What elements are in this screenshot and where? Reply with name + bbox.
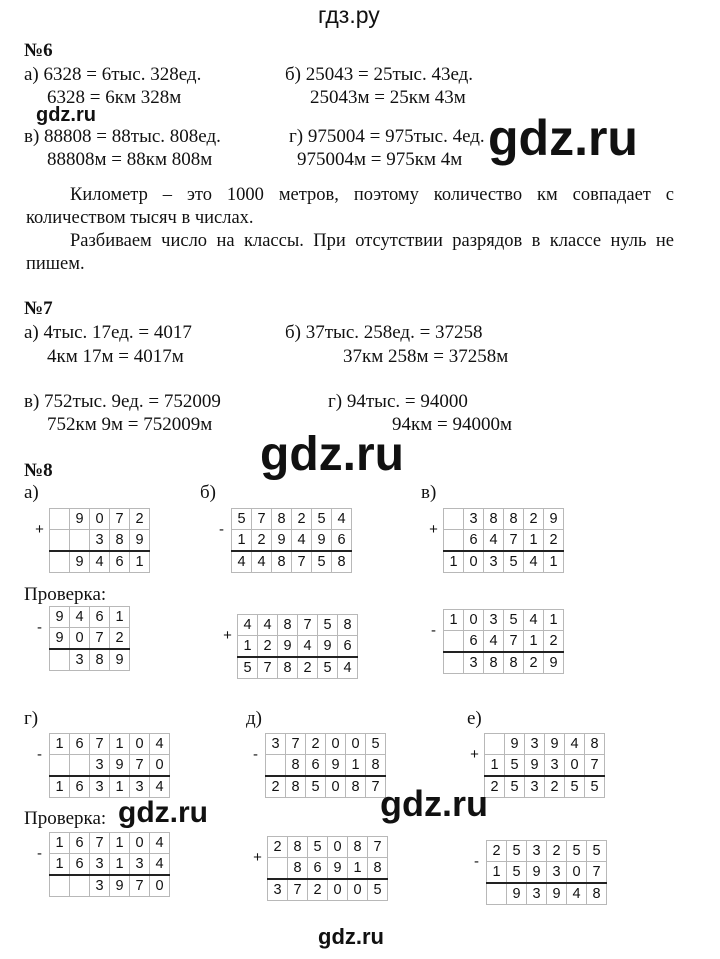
digit-cell: 9: [505, 734, 525, 755]
label-e: е): [467, 708, 482, 729]
task-6-b-line1: б) 25043 = 25тыс. 43ед.: [285, 64, 474, 85]
digit-cell: [487, 883, 507, 905]
plus-sign: +: [223, 627, 232, 645]
digit-cell: 6: [70, 776, 90, 798]
digit-cell: 4: [332, 509, 352, 530]
watermark: gdz.ru: [380, 783, 488, 824]
digit-cell: 3: [90, 854, 110, 876]
digit-cell: 5: [308, 837, 328, 858]
digit-cell: 5: [504, 610, 524, 631]
task-7-b-line2: 37км 258м = 37258м: [343, 346, 509, 367]
digit-cell: 3: [70, 649, 90, 671]
digit-cell: 8: [278, 657, 298, 679]
digit-cell: [444, 652, 464, 674]
digit-cell: 2: [544, 530, 564, 552]
digit-cell: 0: [464, 610, 484, 631]
digit-cell: 2: [485, 776, 505, 798]
check-label: Проверка:: [24, 584, 107, 605]
digit-cell: 3: [547, 862, 567, 884]
digit-cell: 5: [507, 841, 527, 862]
digit-cell: 2: [544, 631, 564, 653]
digit-cell: 2: [487, 841, 507, 862]
label-b: б): [200, 482, 216, 503]
digit-cell: 3: [527, 841, 547, 862]
digit-cell: 5: [318, 657, 338, 679]
task-7-v-line1: в) 752тыс. 9ед. = 752009: [24, 391, 221, 412]
check-label: Проверка:: [24, 808, 107, 829]
digit-cell: 1: [130, 551, 150, 573]
digit-cell: 4: [292, 530, 312, 552]
digit-cell: 9: [278, 636, 298, 658]
digit-cell: [50, 551, 70, 573]
digit-cell: 4: [150, 833, 170, 854]
digit-cell: 0: [90, 509, 110, 530]
task-6-paragraph-1: Километр – это 1000 метров, поэтому количество км совпадает с количеством тысяч в числах.: [26, 185, 674, 228]
minus-sign: -: [253, 746, 258, 764]
digit-cell: 9: [545, 734, 565, 755]
digit-cell: 6: [464, 631, 484, 653]
digit-cell: 4: [150, 776, 170, 798]
digit-cell: 4: [565, 734, 585, 755]
digit-cell: 1: [110, 854, 130, 876]
digit-cell: 4: [258, 615, 278, 636]
label-v: в): [421, 482, 437, 503]
digit-cell: 8: [338, 615, 358, 636]
digit-cell: 2: [110, 628, 130, 650]
digit-cell: 1: [485, 755, 505, 777]
digit-cell: 1: [348, 858, 368, 880]
column-addition-a: [30, 508, 150, 573]
digit-cell: 4: [252, 551, 272, 573]
digit-cell: 2: [547, 841, 567, 862]
column-subtraction-g: [30, 733, 170, 798]
digit-cell: 1: [232, 530, 252, 552]
digit-cell: 8: [288, 858, 308, 880]
digit-cell: 3: [525, 776, 545, 798]
digit-cell: 1: [110, 776, 130, 798]
digit-cell: 1: [110, 607, 130, 628]
digit-cell: 8: [278, 615, 298, 636]
digit-cell: 9: [312, 530, 332, 552]
digit-cell: 7: [587, 862, 607, 884]
digit-cell: 8: [348, 837, 368, 858]
digit-cell: 3: [266, 734, 286, 755]
digit-cell: 3: [484, 551, 504, 573]
digit-cell: 7: [90, 628, 110, 650]
digit-cell: 4: [90, 551, 110, 573]
digit-cell: 1: [524, 530, 544, 552]
digit-cell: 1: [444, 551, 464, 573]
label-d: д): [246, 708, 262, 729]
digit-cell: 9: [525, 755, 545, 777]
digit-cell: 8: [366, 755, 386, 777]
task-6-g-line1: г) 975004 = 975тыс. 4ед.: [289, 126, 485, 147]
digit-cell: 2: [266, 776, 286, 798]
digit-cell: 1: [544, 551, 564, 573]
digit-cell: 5: [232, 509, 252, 530]
digit-cell: 6: [70, 854, 90, 876]
digit-cell: 5: [565, 776, 585, 798]
digit-cell: [50, 530, 70, 552]
digit-cell: 7: [110, 509, 130, 530]
site-header: гдз.ру: [318, 2, 380, 28]
digit-cell: 3: [90, 776, 110, 798]
digit-cell: 5: [505, 776, 525, 798]
task-6-v-line2: 88808м = 88км 808м: [47, 149, 213, 170]
digit-cell: 9: [272, 530, 292, 552]
digit-cell: 1: [50, 734, 70, 755]
digit-cell: 5: [504, 551, 524, 573]
plus-sign: +: [429, 521, 438, 539]
digit-cell: 5: [312, 551, 332, 573]
digit-cell: 2: [524, 509, 544, 530]
digit-cell: [50, 875, 70, 897]
digit-cell: 7: [130, 755, 150, 777]
digit-cell: 0: [150, 875, 170, 897]
digit-cell: 5: [366, 734, 386, 755]
digit-cell: 6: [70, 734, 90, 755]
digit-cell: 3: [90, 755, 110, 777]
digit-cell: [70, 530, 90, 552]
digit-cell: 9: [110, 649, 130, 671]
digit-cell: 8: [110, 530, 130, 552]
minus-sign: -: [37, 746, 42, 764]
digit-cell: 2: [252, 530, 272, 552]
digit-cell: 8: [585, 734, 605, 755]
task-6-v-line1: в) 88808 = 88тыс. 808ед.: [24, 126, 221, 147]
digit-cell: [485, 734, 505, 755]
task-7-title: №7: [24, 298, 53, 319]
task-7-b-line1: б) 37тыс. 258ед. = 37258: [285, 322, 483, 343]
digit-cell: 0: [328, 879, 348, 901]
digit-cell: 1: [110, 734, 130, 755]
digit-cell: 2: [308, 879, 328, 901]
digit-cell: 2: [292, 509, 312, 530]
minus-sign: -: [37, 619, 42, 637]
column-subtraction-b: [212, 508, 352, 573]
digit-cell: 2: [130, 509, 150, 530]
digit-cell: 0: [130, 734, 150, 755]
task-6-paragraph-2: Разбиваем число на классы. При отсутствии разрядов в классе нуль не пишем.: [26, 231, 674, 274]
digit-cell: 2: [298, 657, 318, 679]
digit-cell: 3: [527, 883, 547, 905]
task-6-title: №6: [24, 40, 53, 61]
digit-cell: 7: [366, 776, 386, 798]
check-subtraction-e: [467, 840, 607, 905]
watermark: gdz.ru: [118, 796, 208, 829]
digit-cell: 3: [90, 530, 110, 552]
digit-cell: 9: [70, 509, 90, 530]
digit-cell: 9: [50, 628, 70, 650]
digit-cell: 5: [312, 509, 332, 530]
task-6-a-line2: 6328 = 6км 328м: [47, 87, 182, 108]
digit-cell: 2: [258, 636, 278, 658]
digit-cell: 9: [527, 862, 547, 884]
digit-cell: 5: [567, 841, 587, 862]
digit-cell: 6: [308, 858, 328, 880]
digit-cell: 7: [585, 755, 605, 777]
digit-cell: 7: [368, 837, 388, 858]
digit-cell: 7: [130, 875, 150, 897]
digit-cell: 3: [464, 509, 484, 530]
digit-cell: [444, 509, 464, 530]
digit-cell: 8: [286, 776, 306, 798]
digit-cell: 5: [238, 657, 258, 679]
digit-cell: 8: [484, 652, 504, 674]
task-7-v-line2: 752км 9м = 752009м: [47, 414, 213, 435]
digit-cell: 1: [524, 631, 544, 653]
column-addition-v: [424, 508, 564, 573]
digit-cell: 4: [524, 551, 544, 573]
task-7-a-line2: 4км 17м = 4017м: [47, 346, 184, 367]
digit-cell: 9: [507, 883, 527, 905]
digit-cell: [444, 631, 464, 653]
digit-cell: [70, 875, 90, 897]
watermark: gdz.ru: [260, 428, 404, 481]
check-subtraction-a: [30, 606, 130, 671]
task-8-title: №8: [24, 460, 53, 481]
digit-cell: 8: [504, 509, 524, 530]
minus-sign: -: [37, 845, 42, 863]
check-subtraction-v: [424, 609, 564, 674]
digit-cell: 5: [505, 755, 525, 777]
digit-cell: 6: [110, 551, 130, 573]
digit-cell: 7: [292, 551, 312, 573]
digit-cell: 0: [150, 755, 170, 777]
task-7-g-line1: г) 94тыс. = 94000: [328, 391, 468, 412]
digit-cell: 9: [326, 755, 346, 777]
digit-cell: 8: [288, 837, 308, 858]
task-7-g-line2: 94км = 94000м: [392, 414, 512, 435]
digit-cell: [444, 530, 464, 552]
digit-cell: 5: [306, 776, 326, 798]
task-6-b-line2: 25043м = 25км 43м: [310, 87, 466, 108]
digit-cell: 4: [567, 883, 587, 905]
digit-cell: 5: [318, 615, 338, 636]
digit-cell: 4: [524, 610, 544, 631]
check-addition-d: [248, 836, 388, 901]
label-a: а): [24, 482, 39, 503]
digit-cell: 6: [464, 530, 484, 552]
digit-cell: 6: [90, 607, 110, 628]
digit-cell: 4: [298, 636, 318, 658]
digit-cell: 1: [50, 833, 70, 854]
digit-cell: 4: [70, 607, 90, 628]
digit-cell: 4: [338, 657, 358, 679]
task-6-a-line1: а) 6328 = 6тыс. 328ед.: [24, 64, 202, 85]
watermark: gdz.ru: [36, 104, 96, 126]
digit-cell: 9: [544, 652, 564, 674]
digit-cell: 0: [326, 776, 346, 798]
digit-cell: 5: [368, 879, 388, 901]
digit-cell: 3: [525, 734, 545, 755]
digit-cell: 1: [487, 862, 507, 884]
task-6-g-line2: 975004м = 975км 4м: [297, 149, 463, 170]
digit-cell: 9: [544, 509, 564, 530]
digit-cell: 0: [326, 734, 346, 755]
digit-cell: 9: [130, 530, 150, 552]
digit-cell: 3: [90, 875, 110, 897]
digit-cell: 6: [70, 833, 90, 854]
digit-cell: 1: [110, 833, 130, 854]
digit-cell: 1: [50, 776, 70, 798]
digit-cell: 8: [368, 858, 388, 880]
digit-cell: 0: [70, 628, 90, 650]
digit-cell: 8: [587, 883, 607, 905]
digit-cell: 2: [268, 837, 288, 858]
minus-sign: -: [474, 853, 479, 871]
digit-cell: 9: [328, 858, 348, 880]
digit-cell: 7: [504, 530, 524, 552]
digit-cell: 3: [464, 652, 484, 674]
watermark: gdz.ru: [488, 110, 638, 166]
digit-cell: 7: [252, 509, 272, 530]
digit-cell: 8: [272, 551, 292, 573]
digit-cell: 7: [258, 657, 278, 679]
digit-cell: 1: [544, 610, 564, 631]
digit-cell: 3: [484, 610, 504, 631]
digit-cell: [266, 755, 286, 777]
digit-cell: 8: [332, 551, 352, 573]
digit-cell: 2: [524, 652, 544, 674]
minus-sign: -: [431, 622, 436, 640]
digit-cell: 1: [346, 755, 366, 777]
digit-cell: 8: [346, 776, 366, 798]
digit-cell: 7: [298, 615, 318, 636]
digit-cell: 0: [130, 833, 150, 854]
plus-sign: +: [253, 849, 262, 867]
digit-cell: 9: [70, 551, 90, 573]
digit-cell: 7: [90, 833, 110, 854]
digit-cell: 4: [150, 734, 170, 755]
digit-cell: 9: [547, 883, 567, 905]
digit-cell: 1: [50, 854, 70, 876]
digit-cell: 9: [318, 636, 338, 658]
digit-cell: 8: [272, 509, 292, 530]
digit-cell: 6: [332, 530, 352, 552]
check-addition-b: [218, 614, 358, 679]
digit-cell: [50, 509, 70, 530]
digit-cell: 4: [150, 854, 170, 876]
digit-cell: 3: [545, 755, 565, 777]
digit-cell: 6: [306, 755, 326, 777]
digit-cell: 9: [110, 875, 130, 897]
digit-cell: 0: [567, 862, 587, 884]
column-subtraction-d: [246, 733, 386, 798]
digit-cell: [50, 755, 70, 777]
check-subtraction-g: [30, 832, 170, 897]
minus-sign: -: [219, 521, 224, 539]
digit-cell: 7: [286, 734, 306, 755]
digit-cell: 4: [484, 631, 504, 653]
digit-cell: 7: [504, 631, 524, 653]
digit-cell: 3: [268, 879, 288, 901]
digit-cell: 2: [306, 734, 326, 755]
digit-cell: [268, 858, 288, 880]
digit-cell: 7: [288, 879, 308, 901]
digit-cell: 9: [50, 607, 70, 628]
digit-cell: 5: [507, 862, 527, 884]
digit-cell: 4: [484, 530, 504, 552]
plus-sign: +: [470, 746, 479, 764]
digit-cell: [50, 649, 70, 671]
task-7-a-line1: а) 4тыс. 17ед. = 4017: [24, 322, 192, 343]
digit-cell: 8: [286, 755, 306, 777]
digit-cell: 0: [346, 734, 366, 755]
digit-cell: [70, 755, 90, 777]
plus-sign: +: [35, 521, 44, 539]
digit-cell: 1: [444, 610, 464, 631]
digit-cell: 8: [484, 509, 504, 530]
digit-cell: 0: [464, 551, 484, 573]
digit-cell: 0: [565, 755, 585, 777]
digit-cell: 0: [328, 837, 348, 858]
digit-cell: 2: [545, 776, 565, 798]
digit-cell: 7: [90, 734, 110, 755]
digit-cell: 4: [238, 615, 258, 636]
digit-cell: 9: [110, 755, 130, 777]
digit-cell: 3: [130, 854, 150, 876]
digit-cell: 5: [585, 776, 605, 798]
digit-cell: 8: [504, 652, 524, 674]
digit-cell: 1: [238, 636, 258, 658]
footer-watermark: gdz.ru: [318, 924, 384, 949]
label-g: г): [24, 708, 39, 729]
digit-cell: 8: [90, 649, 110, 671]
digit-cell: 5: [587, 841, 607, 862]
digit-cell: 4: [232, 551, 252, 573]
digit-cell: 6: [338, 636, 358, 658]
digit-cell: 3: [130, 776, 150, 798]
digit-cell: 0: [348, 879, 368, 901]
